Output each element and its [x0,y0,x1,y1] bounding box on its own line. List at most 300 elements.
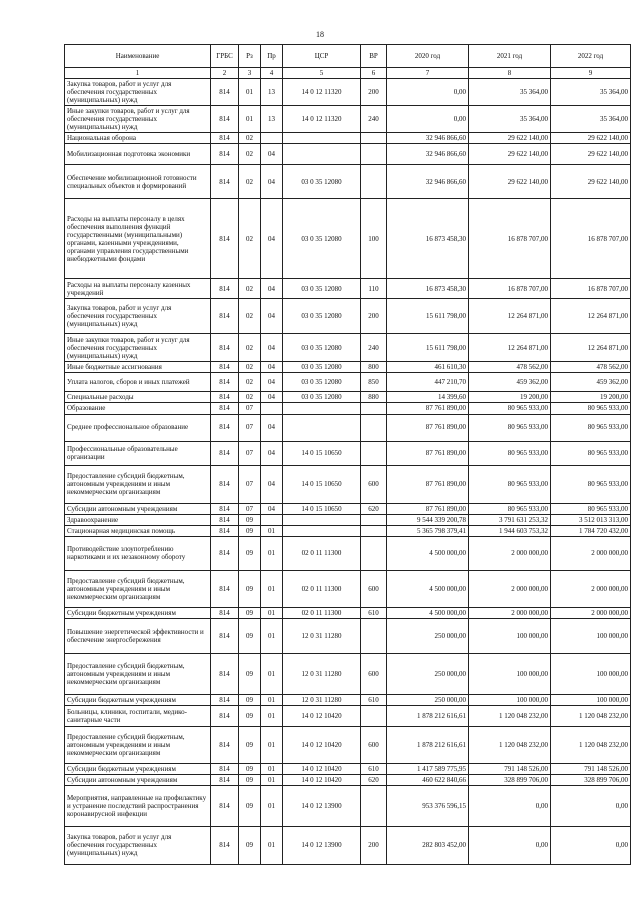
row-amount-2021: 80 965 933,00 [469,403,551,414]
table-row [65,570,631,607]
row-vr: 880 [361,392,387,403]
row-name: Субсидии автономным учреждениям [65,774,211,785]
row-rz: 02 [239,199,261,279]
row-pr [261,403,283,414]
row-csr: 02 0 11 11300 [283,536,361,570]
row-amount-2020: 87 761 890,00 [387,465,469,503]
row-csr: 14 0 12 10420 [283,763,361,774]
row-csr: 14 0 12 11320 [283,106,361,133]
row-amount-2020: 282 803 452,00 [387,826,469,864]
row-vr [361,165,387,199]
row-csr [283,403,361,414]
row-amount-2021: 478 562,00 [469,362,551,373]
row-vr [361,403,387,414]
header-grbs: ГРБС [211,45,239,68]
row-rz: 07 [239,465,261,503]
row-amount-2022: 1 784 720 432,00 [551,525,631,536]
table-row [65,785,631,826]
row-amount-2020: 250 000,00 [387,694,469,705]
column-index: 9 [551,68,631,79]
row-amount-2021: 2 000 000,00 [469,607,551,618]
row-amount-2020: 4 500 000,00 [387,607,469,618]
row-csr: 12 0 31 11280 [283,618,361,653]
row-pr: 01 [261,826,283,864]
row-amount-2022: 2 000 000,00 [551,607,631,618]
row-pr: 01 [261,570,283,607]
row-vr: 240 [361,334,387,362]
row-pr: 04 [261,299,283,334]
budget-table [64,44,631,865]
row-amount-2022: 328 899 706,00 [551,774,631,785]
row-amount-2022: 100 000,00 [551,618,631,653]
row-vr [361,785,387,826]
row-pr: 04 [261,441,283,465]
row-amount-2020: 461 610,30 [387,362,469,373]
page-number: 18 [316,30,324,39]
row-pr: 01 [261,536,283,570]
row-vr: 200 [361,79,387,106]
row-pr: 04 [261,503,283,514]
header-csr: ЦСР [283,45,361,68]
row-amount-2022: 35 364,00 [551,79,631,106]
row-amount-2021: 791 148 526,00 [469,763,551,774]
row-name: Закупка товаров, работ и услуг для обеспечения государственных (муниципальных) нужд [65,79,211,106]
row-csr: 14 0 12 10420 [283,774,361,785]
row-name: Расходы на выплаты персоналу казенных учреждений [65,279,211,299]
row-csr: 14 0 12 11320 [283,79,361,106]
row-grbs: 814 [211,373,239,392]
row-csr: 02 0 11 11300 [283,570,361,607]
row-pr: 01 [261,785,283,826]
row-vr: 850 [361,373,387,392]
row-amount-2022: 2 000 000,00 [551,570,631,607]
row-grbs: 814 [211,392,239,403]
row-grbs: 814 [211,826,239,864]
row-rz: 07 [239,441,261,465]
row-amount-2022: 478 562,00 [551,362,631,373]
table-row [65,362,631,373]
row-amount-2020: 87 761 890,00 [387,441,469,465]
table-row [65,392,631,403]
row-pr: 04 [261,392,283,403]
table-row [65,618,631,653]
column-index: 1 [65,68,211,79]
row-pr [261,133,283,144]
row-name: Закупка товаров, работ и услуг для обеспечения государственных (муниципальных) нужд [65,826,211,864]
column-index: 4 [261,68,283,79]
table-row [65,726,631,763]
row-name: Противодействие злоупотреблению наркотиками и их незаконному обороту [65,536,211,570]
row-rz: 09 [239,763,261,774]
table-row [65,279,631,299]
table-row [65,144,631,165]
row-name: Уплата налогов, сборов и иных платежей [65,373,211,392]
table-row [65,465,631,503]
row-vr [361,536,387,570]
column-index: 2 [211,68,239,79]
row-amount-2020: 9 544 339 200,78 [387,514,469,525]
row-vr: 610 [361,763,387,774]
row-vr: 610 [361,607,387,618]
row-pr: 01 [261,774,283,785]
row-name: Мероприятия, направленные на профилактику и устранение последствий распространения коронавирусной инфекции [65,785,211,826]
row-grbs: 814 [211,441,239,465]
table-row [65,133,631,144]
row-name: Субсидии бюджетным учреждениям [65,763,211,774]
column-index: 7 [387,68,469,79]
row-amount-2022: 0,00 [551,826,631,864]
row-name: Повышение энергетической эффективности и обеспечение энергосбережения [65,618,211,653]
row-pr: 01 [261,694,283,705]
row-grbs: 814 [211,334,239,362]
row-csr: 14 0 12 13900 [283,785,361,826]
row-pr: 04 [261,144,283,165]
row-grbs: 814 [211,785,239,826]
row-csr: 14 0 12 10420 [283,705,361,726]
row-name: Национальная оборона [65,133,211,144]
row-amount-2022: 100 000,00 [551,653,631,694]
row-amount-2022: 16 878 707,00 [551,199,631,279]
row-pr: 04 [261,465,283,503]
header-name: Наименование [65,45,211,68]
row-vr [361,144,387,165]
row-amount-2022: 12 264 871,00 [551,334,631,362]
table-row [65,414,631,441]
row-grbs: 814 [211,299,239,334]
row-vr: 600 [361,653,387,694]
row-rz: 07 [239,414,261,441]
table-row [65,299,631,334]
row-name: Иные закупки товаров, работ и услуг для обеспечения государственных (муниципальных) нужд [65,334,211,362]
row-amount-2020: 32 946 866,60 [387,165,469,199]
row-rz: 09 [239,536,261,570]
row-vr: 620 [361,774,387,785]
row-csr: 14 0 15 10650 [283,465,361,503]
row-grbs: 814 [211,726,239,763]
row-vr [361,525,387,536]
row-grbs: 814 [211,106,239,133]
header-vr: ВР [361,45,387,68]
row-vr [361,705,387,726]
row-rz: 02 [239,373,261,392]
row-rz: 09 [239,570,261,607]
row-amount-2021: 29 622 140,00 [469,133,551,144]
row-amount-2020: 15 611 798,00 [387,334,469,362]
header-2022: 2022 год [551,45,631,68]
row-pr: 01 [261,653,283,694]
row-amount-2021: 328 899 706,00 [469,774,551,785]
row-name: Предоставление субсидий бюджетным, автономным учреждениям и иным некоммерческим организациям [65,726,211,763]
row-amount-2020: 32 946 866,60 [387,144,469,165]
table-row [65,441,631,465]
row-vr: 100 [361,199,387,279]
table-row [65,763,631,774]
header-2021: 2021 год [469,45,551,68]
row-name: Среднее профессиональное образование [65,414,211,441]
row-csr [283,144,361,165]
table-row [65,514,631,525]
row-amount-2021: 3 791 631 253,32 [469,514,551,525]
row-amount-2020: 250 000,00 [387,618,469,653]
row-csr [283,414,361,441]
table-row [65,694,631,705]
row-rz: 09 [239,607,261,618]
row-amount-2021: 100 000,00 [469,618,551,653]
row-rz: 01 [239,79,261,106]
row-amount-2021: 19 200,00 [469,392,551,403]
row-amount-2020: 1 417 589 775,95 [387,763,469,774]
row-amount-2022: 35 364,00 [551,106,631,133]
row-amount-2022: 1 120 048 232,00 [551,705,631,726]
row-amount-2020: 87 761 890,00 [387,414,469,441]
column-index-row [65,68,631,79]
table-row [65,165,631,199]
row-vr: 610 [361,694,387,705]
row-csr: 02 0 11 11300 [283,607,361,618]
row-amount-2022: 100 000,00 [551,694,631,705]
row-amount-2020: 16 873 458,30 [387,279,469,299]
row-grbs: 814 [211,536,239,570]
row-amount-2021: 29 622 140,00 [469,165,551,199]
row-rz: 09 [239,785,261,826]
row-csr: 03 0 35 12080 [283,373,361,392]
row-amount-2021: 35 364,00 [469,79,551,106]
row-rz: 07 [239,403,261,414]
row-vr [361,441,387,465]
row-grbs: 814 [211,133,239,144]
row-rz: 09 [239,514,261,525]
row-amount-2021: 100 000,00 [469,653,551,694]
row-amount-2022: 80 965 933,00 [551,503,631,514]
row-amount-2021: 12 264 871,00 [469,334,551,362]
row-rz: 02 [239,362,261,373]
row-amount-2020: 953 376 596,15 [387,785,469,826]
row-vr: 110 [361,279,387,299]
row-grbs: 814 [211,144,239,165]
table-row [65,607,631,618]
header-row [65,45,631,68]
row-csr: 14 0 15 10650 [283,441,361,465]
table-row [65,653,631,694]
row-rz: 09 [239,694,261,705]
row-amount-2022: 29 622 140,00 [551,165,631,199]
header-2020: 2020 год [387,45,469,68]
row-pr: 04 [261,362,283,373]
row-grbs: 814 [211,694,239,705]
row-csr: 03 0 35 12080 [283,299,361,334]
row-pr: 04 [261,373,283,392]
row-amount-2022: 80 965 933,00 [551,465,631,503]
row-amount-2020: 15 611 798,00 [387,299,469,334]
row-grbs: 814 [211,618,239,653]
row-vr: 200 [361,299,387,334]
row-vr: 800 [361,362,387,373]
column-index: 5 [283,68,361,79]
row-name: Иные бюджетные ассигнования [65,362,211,373]
row-amount-2021: 80 965 933,00 [469,465,551,503]
row-rz: 09 [239,726,261,763]
table-row [65,503,631,514]
row-grbs: 814 [211,279,239,299]
row-rz: 09 [239,653,261,694]
row-name: Предоставление субсидий бюджетным, автономным учреждениям и иным некоммерческим организациям [65,465,211,503]
table-row [65,774,631,785]
row-name: Здравоохранение [65,514,211,525]
row-vr: 600 [361,726,387,763]
row-amount-2020: 460 622 840,66 [387,774,469,785]
row-amount-2021: 12 264 871,00 [469,299,551,334]
row-name: Образование [65,403,211,414]
row-pr [261,514,283,525]
row-csr: 03 0 35 12080 [283,199,361,279]
row-rz: 02 [239,392,261,403]
row-amount-2021: 16 878 707,00 [469,279,551,299]
row-csr: 03 0 35 12080 [283,392,361,403]
row-name: Иные закупки товаров, работ и услуг для обеспечения государственных (муниципальных) нужд [65,106,211,133]
row-name: Больницы, клиники, госпитали, медико-санитарные части [65,705,211,726]
row-grbs: 814 [211,165,239,199]
row-name: Закупка товаров, работ и услуг для обеспечения государственных (муниципальных) нужд [65,299,211,334]
column-index: 3 [239,68,261,79]
row-vr: 200 [361,826,387,864]
row-grbs: 814 [211,503,239,514]
row-amount-2020: 4 500 000,00 [387,570,469,607]
row-pr: 04 [261,414,283,441]
row-name: Субсидии бюджетным учреждениям [65,694,211,705]
row-amount-2022: 29 622 140,00 [551,144,631,165]
table-row [65,826,631,864]
table-row [65,79,631,106]
row-amount-2021: 80 965 933,00 [469,441,551,465]
row-name: Субсидии автономным учреждениям [65,503,211,514]
row-amount-2021: 0,00 [469,785,551,826]
header-pr: Пр [261,45,283,68]
row-csr [283,525,361,536]
row-csr: 03 0 35 12080 [283,334,361,362]
table-row [65,403,631,414]
row-pr: 01 [261,705,283,726]
row-csr [283,514,361,525]
row-amount-2021: 100 000,00 [469,694,551,705]
row-amount-2022: 19 200,00 [551,392,631,403]
row-amount-2021: 0,00 [469,826,551,864]
row-amount-2020: 32 946 866,60 [387,133,469,144]
row-vr: 600 [361,570,387,607]
row-vr [361,514,387,525]
column-index: 8 [469,68,551,79]
row-name: Расходы на выплаты персоналу в целях обеспечения выполнения функций государственными (муниципальными) органами, казенными учреждениями, органами управления государственными внебюджетными фондами [65,199,211,279]
row-grbs: 814 [211,465,239,503]
row-rz: 09 [239,705,261,726]
row-grbs: 814 [211,79,239,106]
row-amount-2020: 250 000,00 [387,653,469,694]
row-name: Специальные расходы [65,392,211,403]
row-amount-2021: 2 000 000,00 [469,536,551,570]
row-csr [283,133,361,144]
row-amount-2021: 80 965 933,00 [469,503,551,514]
row-rz: 02 [239,144,261,165]
table-row [65,199,631,279]
row-amount-2022: 80 965 933,00 [551,403,631,414]
row-amount-2022: 791 148 526,00 [551,763,631,774]
row-pr: 13 [261,106,283,133]
row-pr: 04 [261,334,283,362]
row-amount-2020: 87 761 890,00 [387,503,469,514]
row-grbs: 814 [211,774,239,785]
row-rz: 09 [239,618,261,653]
row-name: Обеспечение мобилизационной готовности специальных объектов и формирований [65,165,211,199]
row-name: Предоставление субсидий бюджетным, автономным учреждениям и иным некоммерческим организациям [65,653,211,694]
row-csr: 03 0 35 12080 [283,279,361,299]
row-pr: 04 [261,165,283,199]
row-grbs: 814 [211,199,239,279]
row-amount-2022: 80 965 933,00 [551,414,631,441]
row-vr [361,618,387,653]
table-row [65,334,631,362]
row-pr: 01 [261,618,283,653]
table-row [65,536,631,570]
row-amount-2021: 16 878 707,00 [469,199,551,279]
row-grbs: 814 [211,514,239,525]
row-amount-2022: 1 120 048 232,00 [551,726,631,763]
row-amount-2021: 1 120 048 232,00 [469,726,551,763]
row-rz: 01 [239,106,261,133]
row-amount-2022: 16 878 707,00 [551,279,631,299]
row-pr: 01 [261,525,283,536]
row-vr: 600 [361,465,387,503]
row-amount-2020: 1 878 212 616,61 [387,726,469,763]
row-rz: 02 [239,165,261,199]
row-amount-2022: 80 965 933,00 [551,441,631,465]
table-row [65,373,631,392]
row-rz: 02 [239,334,261,362]
row-grbs: 814 [211,607,239,618]
row-amount-2022: 0,00 [551,785,631,826]
row-name: Мобилизационная подготовка экономики [65,144,211,165]
row-pr: 01 [261,607,283,618]
row-rz: 02 [239,133,261,144]
row-name: Профессиональные образовательные организации [65,441,211,465]
row-grbs: 814 [211,763,239,774]
row-amount-2021: 29 622 140,00 [469,144,551,165]
row-rz: 09 [239,525,261,536]
row-pr: 04 [261,199,283,279]
row-amount-2021: 35 364,00 [469,106,551,133]
row-amount-2021: 80 965 933,00 [469,414,551,441]
table-row [65,525,631,536]
row-grbs: 814 [211,525,239,536]
row-grbs: 814 [211,653,239,694]
row-amount-2022: 2 000 000,00 [551,536,631,570]
row-csr: 12 0 31 11280 [283,653,361,694]
row-pr: 01 [261,763,283,774]
row-rz: 09 [239,826,261,864]
row-grbs: 814 [211,414,239,441]
table-row [65,106,631,133]
row-amount-2022: 459 362,00 [551,373,631,392]
row-grbs: 814 [211,570,239,607]
row-pr: 13 [261,79,283,106]
row-rz: 09 [239,774,261,785]
row-name: Предоставление субсидий бюджетным, автономным учреждениям и иным некоммерческим организациям [65,570,211,607]
row-vr: 620 [361,503,387,514]
row-grbs: 814 [211,403,239,414]
row-csr: 03 0 35 12080 [283,362,361,373]
row-amount-2020: 4 500 000,00 [387,536,469,570]
row-amount-2021: 459 362,00 [469,373,551,392]
row-csr: 14 0 12 10420 [283,726,361,763]
row-amount-2021: 2 000 000,00 [469,570,551,607]
